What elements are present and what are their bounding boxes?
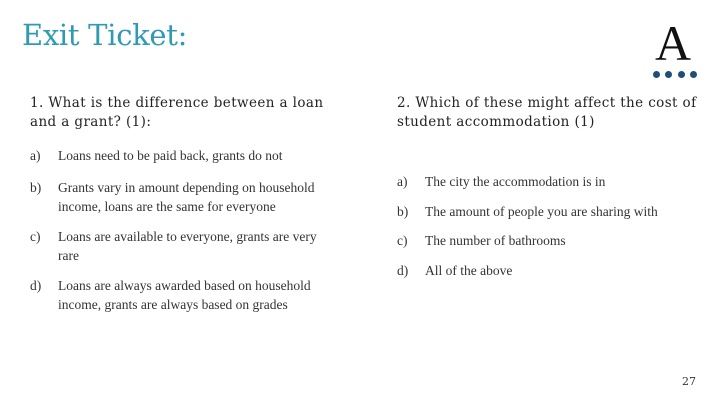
option-letter: b) xyxy=(30,179,42,195)
option-text: Loans are available to everyone, grants are very rare xyxy=(58,228,317,263)
option-text: The city the accommodation is in xyxy=(425,174,606,189)
option-text: All of the above xyxy=(425,262,513,278)
logo-dot xyxy=(665,71,672,78)
question-2-options xyxy=(397,172,697,280)
option-letter: d) xyxy=(397,262,409,278)
question-1-options xyxy=(30,146,330,315)
option-2b xyxy=(397,202,697,222)
question-1-text: 1. What is the difference between a loan and a grant? (1): xyxy=(30,95,324,130)
logo-dot xyxy=(678,71,685,78)
option-text: Loans need to be paid back, grants do not xyxy=(58,148,283,163)
logo-letter: A xyxy=(654,15,692,71)
option-text: The number of bathrooms xyxy=(425,233,566,248)
page-number: 27 xyxy=(682,375,696,388)
option-letter: b) xyxy=(397,203,409,219)
option-1d xyxy=(30,276,330,315)
question-2-text: 2. Which of these might affect the cost of student accommodation (1) xyxy=(397,95,697,130)
option-1a xyxy=(30,146,330,166)
logo-dots xyxy=(653,71,697,79)
question-2-block xyxy=(397,94,697,280)
logo-dot xyxy=(653,71,660,78)
option-2c xyxy=(397,231,697,251)
option-letter: a) xyxy=(397,174,408,189)
logo-dot xyxy=(690,71,697,78)
option-letter: c) xyxy=(30,228,41,244)
option-text: Grants vary in amount depending on household income, loans are the same for everyone xyxy=(58,179,315,214)
slide-title: Exit Ticket: xyxy=(22,18,188,52)
option-text: Loans are always awarded based on household income, grants are always based on grades xyxy=(58,277,311,312)
option-letter: a) xyxy=(30,148,41,163)
option-2a xyxy=(397,172,697,192)
option-1c xyxy=(30,227,330,266)
question-1-block xyxy=(30,94,330,315)
option-text: The amount of people you are sharing with xyxy=(425,203,658,219)
option-1b xyxy=(30,178,330,217)
option-letter: c) xyxy=(397,233,408,248)
brand-logo xyxy=(648,15,698,80)
option-2d xyxy=(397,261,697,281)
option-letter: d) xyxy=(30,277,42,293)
